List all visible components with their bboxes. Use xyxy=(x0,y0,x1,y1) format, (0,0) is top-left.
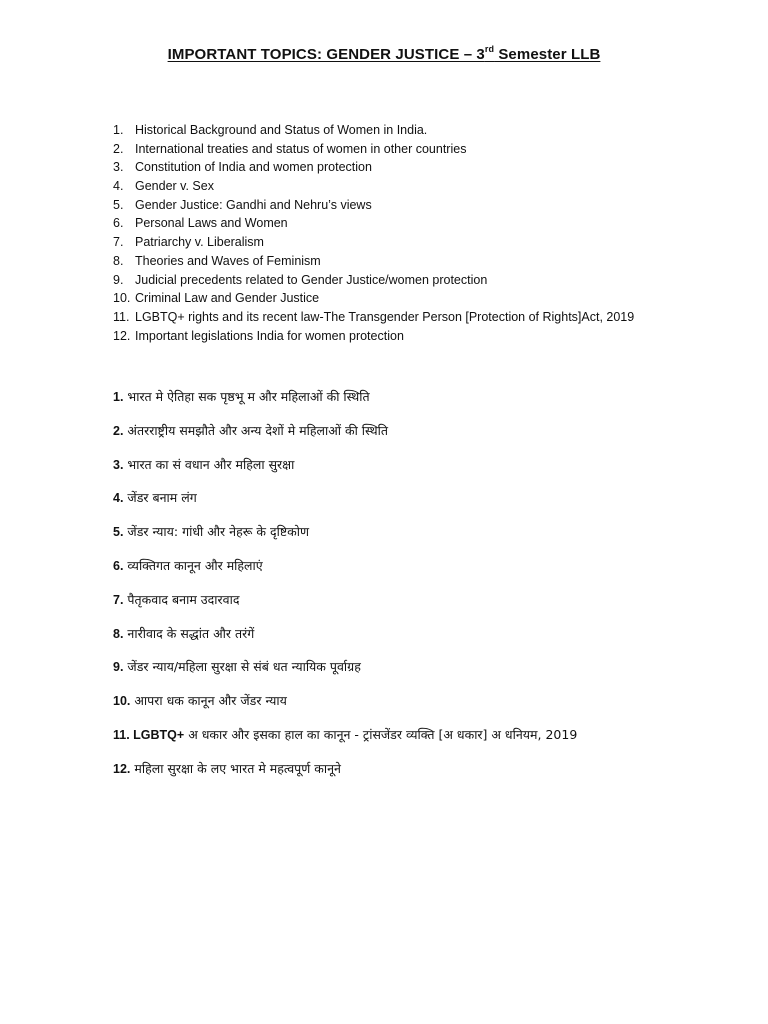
english-topic-item xyxy=(113,140,673,159)
hindi-topic-item xyxy=(113,487,673,521)
hindi-topic-item xyxy=(113,454,673,488)
english-topic-item xyxy=(113,233,673,252)
topic-number: 8. xyxy=(113,626,124,641)
english-topic-list xyxy=(113,121,673,345)
document-title-text xyxy=(168,46,601,63)
hindi-topic-list xyxy=(113,386,673,792)
topic-text: जेंडर न्याय: गांधी और नेहरू के दृष्टिकोण xyxy=(127,524,310,540)
topic-number: 2. xyxy=(113,423,124,438)
topic-text: Criminal Law and Gender Justice xyxy=(135,291,320,306)
topic-number: 3. xyxy=(113,160,124,175)
topic-number: 9. xyxy=(113,272,124,287)
topic-number: 2. xyxy=(113,141,124,156)
english-topic-item xyxy=(113,327,673,346)
topic-text: आपरा धक कानून और जेंडर न्याय xyxy=(134,693,287,709)
topic-number: 1. xyxy=(113,123,124,137)
topic-text: नारीवाद के सद्धांत और तरंगें xyxy=(127,625,255,641)
english-topic-item xyxy=(113,214,673,233)
english-topic-item xyxy=(113,177,673,196)
topic-text: LGBTQ+ rights and its recent law-The Transgender Person [Protection of Rights]Act, 2019 xyxy=(135,309,635,324)
english-topic-item xyxy=(113,121,673,140)
topic-number: 4. xyxy=(113,179,124,194)
hindi-topic-item xyxy=(113,521,673,555)
topic-number: 12. xyxy=(113,761,131,776)
topic-number: 9. xyxy=(113,660,124,675)
topic-text: महिला सुरक्षा के लए भारत मे महत्वपूर्ण कानूने xyxy=(134,760,341,776)
hindi-topic-item xyxy=(113,758,673,792)
topic-text: अंतरराष्ट्रीय समझौते और अन्य देशों मे महिलाओं की स्थिति xyxy=(127,422,388,438)
topic-text: International treaties and status of women in other countries xyxy=(135,141,467,156)
english-topic-item xyxy=(113,252,673,271)
english-topic-item xyxy=(113,271,673,290)
topic-text: पैतृकवाद बनाम उदारवाद xyxy=(127,591,240,607)
topic-text: भारत मे ऐतिहा सक पृष्ठभू म और महिलाओं की स्थिति xyxy=(127,389,370,404)
topic-number: 5. xyxy=(113,197,124,212)
topic-text: Important legislations India for women protection xyxy=(135,328,404,343)
topic-number: 10. xyxy=(113,694,131,709)
topic-number: 6. xyxy=(113,558,124,573)
english-topic-item xyxy=(113,158,673,177)
topic-number: 6. xyxy=(113,216,124,231)
topic-number: 12. xyxy=(113,328,131,343)
topic-text: अ धकार और इसका हाल का कानून - ट्रांसजेंडर व्यक्ति [अ धकार] अ धनियम, 2019 xyxy=(188,726,578,742)
topic-number: 1. xyxy=(113,390,124,404)
topic-number: 3. xyxy=(113,457,124,472)
topic-number: 7. xyxy=(113,235,124,250)
hindi-topic-item xyxy=(113,386,673,420)
topic-text: जेंडर बनाम लंग xyxy=(127,490,197,506)
hindi-topic-item xyxy=(113,589,673,623)
hindi-topic-item xyxy=(113,555,673,589)
topic-text: Historical Background and Status of Women in India. xyxy=(135,123,428,137)
hindi-topic-item xyxy=(113,724,673,758)
topic-number: 4. xyxy=(113,491,124,506)
topic-number: 7. xyxy=(113,592,124,607)
topic-text: Personal Laws and Women xyxy=(135,216,288,231)
topic-text: Judicial precedents related to Gender Justice/women protection xyxy=(135,272,488,287)
topic-number: 11. LGBTQ+ xyxy=(113,727,185,742)
topic-number: 11. xyxy=(113,309,130,324)
topic-text: Gender v. Sex xyxy=(135,179,214,194)
title-end: Semester LLB xyxy=(494,46,601,63)
topic-text: भारत का सं वधान और महिला सुरक्षा xyxy=(127,456,295,472)
topic-text: Patriarchy v. Liberalism xyxy=(135,235,264,250)
english-topic-item xyxy=(113,308,673,327)
title-superscript: rd xyxy=(484,44,495,54)
english-topic-item xyxy=(113,289,673,308)
topic-text: Theories and Waves of Feminism xyxy=(135,253,321,268)
topic-number: 10. xyxy=(113,291,131,306)
title-main: IMPORTANT TOPICS: GENDER JUSTICE – 3 xyxy=(167,46,485,63)
document-title xyxy=(0,46,768,63)
english-topic-item xyxy=(113,196,673,215)
hindi-topic-item xyxy=(113,420,673,454)
hindi-topic-item xyxy=(113,623,673,657)
topic-text: व्यक्तिगत कानून और महिलाएं xyxy=(127,557,263,573)
hindi-topic-item xyxy=(113,690,673,724)
topic-number: 8. xyxy=(113,253,124,268)
topic-text: Gender Justice: Gandhi and Nehru’s views xyxy=(135,197,372,212)
topic-number: 5. xyxy=(113,525,124,540)
topic-text: जेंडर न्याय/महिला सुरक्षा से संबं धत न्यायिक पूर्वाग्रह xyxy=(127,659,361,675)
hindi-topic-item xyxy=(113,656,673,690)
topic-text: Constitution of India and women protection xyxy=(135,160,372,175)
